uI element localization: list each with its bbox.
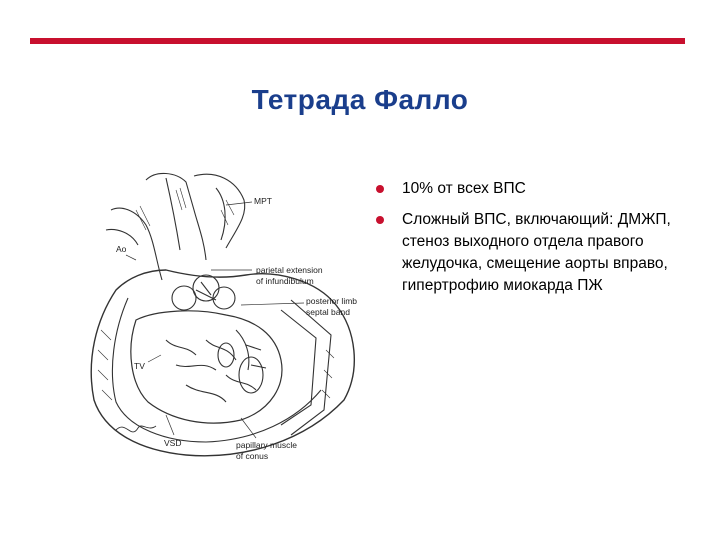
label-posterior-1: posterior limb [306,296,358,306]
slide-title: Тетрада Фалло [251,84,469,115]
label-ao: Ao [116,244,127,254]
top-accent-bar [30,38,685,44]
label-tv: TV [134,361,145,371]
label-posterior-2: septal band [306,307,350,317]
label-mpt: MPT [254,196,272,206]
label-papillary-1: papillary muscle [236,440,297,450]
bullet-dot-icon [376,185,384,193]
label-papillary-2: of conus [236,451,269,461]
label-parietal-2: of infundibulum [256,276,314,286]
bullet-item [376,209,676,297]
bullet-list [376,178,676,306]
heart-illustration [76,170,371,470]
bullet-text: Сложный ВПС, включающий: ДМЖП, стеноз выходного отдела правого желудочка, смещение аорты вправо, гипертрофию миокарда ПЖ [402,211,671,294]
bullet-item [376,178,676,200]
bullet-dot-icon [376,216,384,224]
label-vsd: VSD [164,438,182,448]
bullet-text: 10% от всех ВПС [402,180,526,197]
label-parietal-1: parietal extension [256,265,323,275]
